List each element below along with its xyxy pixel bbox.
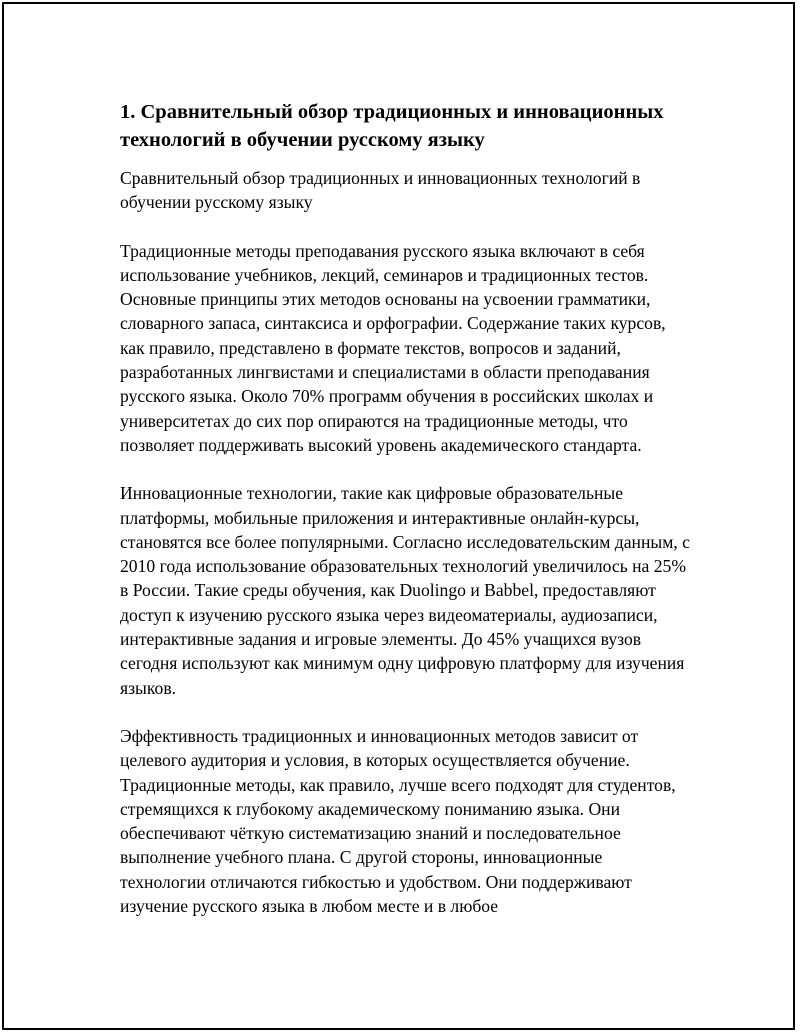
subtitle-paragraph: Сравнительный обзор традиционных и инновационных технологий в обучении русскому языку — [120, 168, 641, 213]
effectiveness-paragraph: Эффективность традиционных и инновационных методов зависит от целевого аудитория и условия, в которых осуществляется обучение. Традиционные методы, как правило, лучше всего подходят для студентов, стремящихся к глубокому академическому пониманию языка. Они обеспечивают чёткую систематизацию знаний и последовательное выполнение учебного плана. С другой стороны, инновационные технологии отличаются гибкостью и удобством. Они поддерживают изучение русского языка в любом месте и в любое — [120, 725, 676, 917]
traditional-methods-paragraph: Традиционные методы преподавания русского языка включают в себя использование учебников, лекций, семинаров и традиционных тестов. Основные принципы этих методов основаны на усвоении грамматики, словарного запаса, синтаксиса и орфографии. Содержание таких курсов, как правило, представлено в формате текстов, вопросов и заданий, разработанных лингвистами и специалистами в области преподавания русского языка. Около 70% программ обучения в российских школах и университетах до сих пор опираются на традиционные методы, что позволяет поддерживать высокий уровень академического стандарта. — [120, 240, 666, 455]
document-body — [120, 98, 690, 942]
document-page — [2, 2, 795, 1030]
innovative-technologies-paragraph: Инновационные технологии, такие как цифровые образовательные платформы, мобильные приложения и интерактивные онлайн-курсы, становятся все более популярными. Согласно исследовательским данным, с 2010 года использование образовательных технологий увеличилось на 25% в России. Такие среды обучения, как Duolingo и Babbel, предоставляют доступ к изучению русского языка через видеоматериалы, аудиозаписи, интерактивные задания и игровые элементы. До 45% учащихся вузов сегодня используют как минимум одну цифровую платформу для изучения языков. — [120, 483, 690, 698]
section-heading: 1. Сравнительный обзор традиционных и инновационных технологий в обучении русскому языку — [120, 101, 664, 151]
